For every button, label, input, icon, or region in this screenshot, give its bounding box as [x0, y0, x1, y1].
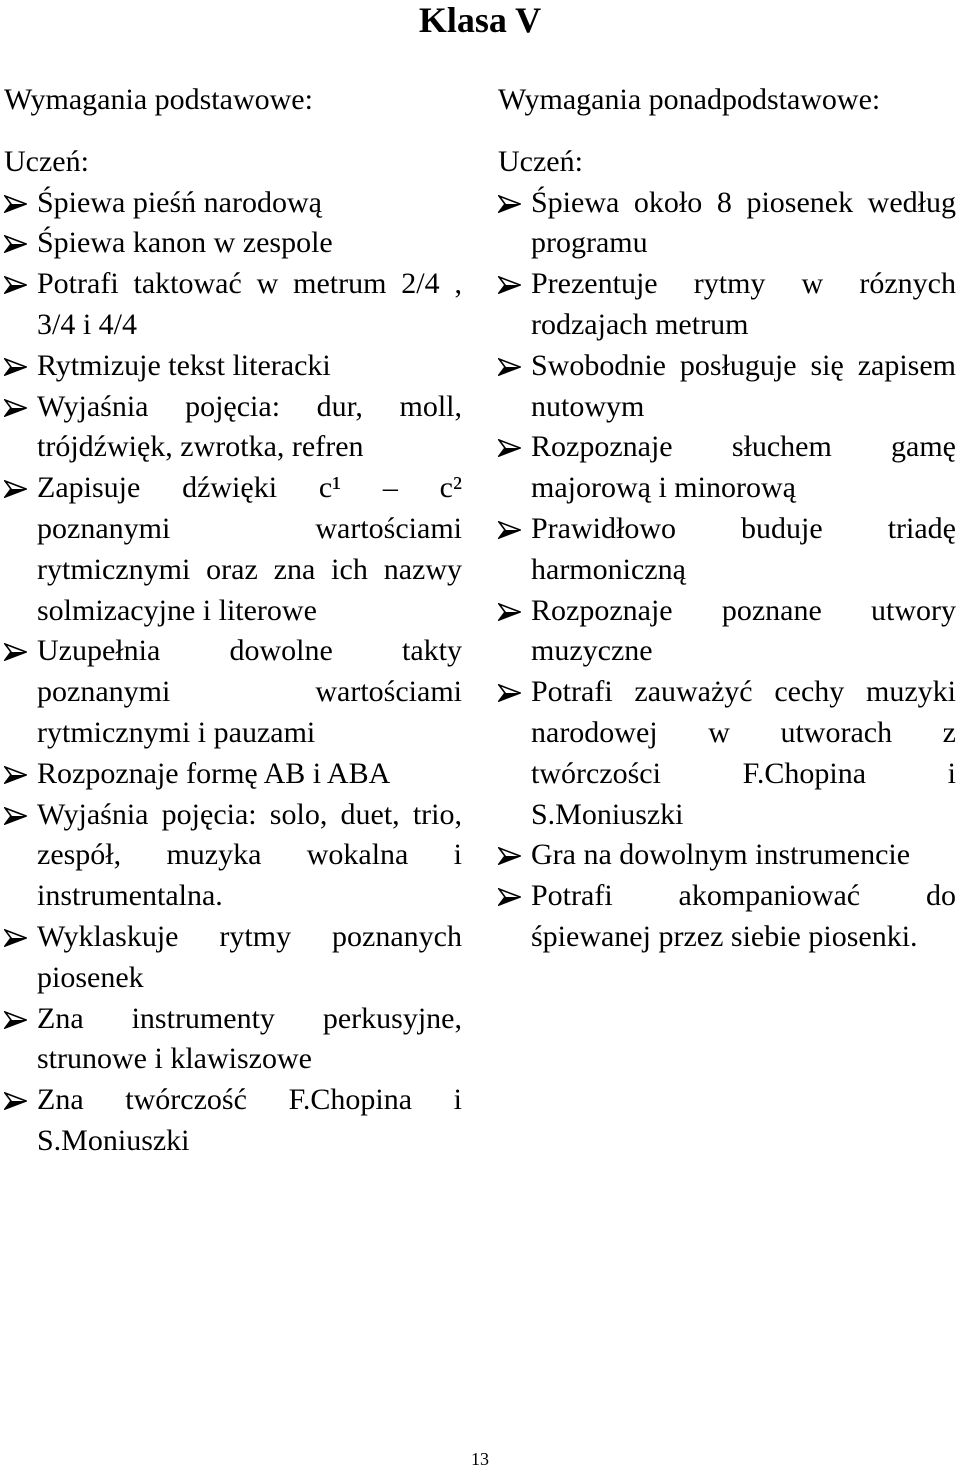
- requirement-item: [498, 591, 956, 673]
- advanced-requirements-list: [498, 183, 956, 958]
- requirement-item: [498, 264, 956, 346]
- requirement-text: Potrafi akompaniować do śpiewanej przez siebie piosenki.: [531, 879, 956, 953]
- arrowhead-bullet-icon: [4, 399, 27, 417]
- requirement-item: [4, 264, 462, 346]
- arrowhead-bullet-icon: [498, 439, 521, 457]
- requirement-text: Swobodnie posługuje się zapisem nutowym: [531, 348, 956, 423]
- arrowhead-bullet-icon: [498, 888, 521, 906]
- requirement-item: [4, 754, 462, 795]
- arrowhead-bullet-icon: [4, 358, 27, 376]
- requirement-text: Śpiewa pieśń narodową: [37, 185, 322, 219]
- requirement-text: Prezentuje rytmy w róznych rodzajach metrum: [531, 267, 956, 341]
- requirement-text: Potrafi taktować w metrum 2/4 , 3/4 i 4/4: [37, 267, 462, 341]
- requirement-text: Zna twórczość F.Chopina i S.Moniuszki: [37, 1083, 462, 1157]
- requirement-item: [4, 387, 462, 469]
- arrowhead-bullet-icon: [498, 276, 521, 294]
- requirement-text: Zna instrumenty perkusyjne, strunowe i klawiszowe: [37, 1001, 462, 1076]
- requirement-item: [4, 1080, 462, 1162]
- advanced-requirements-heading: Wymagania ponadpodstawowe:: [498, 83, 881, 116]
- arrowhead-bullet-icon: [4, 1092, 27, 1110]
- requirement-text: Wyjaśnia pojęcia: solo, duet, trio, zespół, muzyka wokalna i instrumentalna.: [37, 797, 462, 913]
- requirement-item: [498, 509, 956, 591]
- requirement-text: Prawidłowo buduje triadę harmoniczną: [531, 511, 956, 586]
- requirement-text: Rytmizuje tekst literacki: [37, 348, 331, 382]
- requirement-text: Gra na dowolnym instrumencie: [531, 838, 911, 872]
- requirement-text: Potrafi zauważyć cechy muzyki narodowej w utworach z twórczości F.Chopina i S.Moniuszki: [531, 675, 956, 831]
- arrowhead-bullet-icon: [4, 195, 27, 213]
- requirement-item: [4, 183, 462, 224]
- advanced-requirements-column: [498, 80, 956, 958]
- requirement-text: Śpiewa kanon w zespole: [37, 226, 333, 260]
- basic-requirements-list: [4, 183, 462, 1162]
- requirement-item: [4, 468, 462, 631]
- requirement-text: Rozpoznaje formę AB i ABA: [37, 756, 391, 790]
- arrowhead-bullet-icon: [4, 807, 27, 825]
- arrowhead-bullet-icon: [498, 684, 521, 702]
- arrowhead-bullet-icon: [498, 847, 521, 865]
- requirement-text: Wyjaśnia pojęcia: dur, moll, trójdźwięk, zwrotka, refren: [37, 389, 462, 464]
- requirement-item: [498, 835, 956, 876]
- requirement-item: [498, 346, 956, 428]
- requirement-text: Uzupełnia dowolne takty poznanymi wartościami rytmicznymi i pauzami: [37, 634, 462, 749]
- requirement-text: Śpiewa około 8 piosenek według programu: [531, 185, 956, 260]
- basic-requirements-column: [4, 80, 462, 1162]
- requirement-item: [498, 183, 956, 265]
- requirement-text: Rozpoznaje słuchem gamę majorową i minorową: [531, 430, 956, 505]
- requirement-item: [4, 999, 462, 1081]
- arrowhead-bullet-icon: [4, 480, 27, 498]
- basic-requirements-subject: Uczeń:: [4, 144, 89, 178]
- requirement-item: [4, 223, 462, 264]
- requirement-item: [4, 346, 462, 387]
- arrowhead-bullet-icon: [498, 195, 521, 213]
- arrowhead-bullet-icon: [498, 603, 521, 621]
- requirement-text: Wyklaskuje rytmy poznanych piosenek: [37, 919, 462, 994]
- requirement-item: [4, 795, 462, 917]
- page-title: Klasa V: [418, 0, 542, 40]
- arrowhead-bullet-icon: [4, 1011, 27, 1029]
- requirement-text: Zapisuje dźwięki c¹ – c² poznanymi wartościami rytmicznymi oraz zna ich nazwy solmizacyjne i literowe: [37, 471, 462, 627]
- arrowhead-bullet-icon: [498, 521, 521, 539]
- arrowhead-bullet-icon: [498, 358, 521, 376]
- requirement-item: [498, 672, 956, 835]
- requirement-item: [498, 427, 956, 509]
- requirement-item: [498, 876, 956, 958]
- arrowhead-bullet-icon: [4, 929, 27, 947]
- requirement-text: Rozpoznaje poznane utwory muzyczne: [531, 593, 956, 668]
- requirement-item: [4, 917, 462, 999]
- arrowhead-bullet-icon: [4, 235, 27, 253]
- arrowhead-bullet-icon: [4, 766, 27, 784]
- advanced-requirements-subject: Uczeń:: [498, 144, 583, 178]
- arrowhead-bullet-icon: [4, 276, 27, 294]
- arrowhead-bullet-icon: [4, 643, 27, 661]
- page-number: 13: [471, 1449, 489, 1469]
- basic-requirements-heading: Wymagania podstawowe:: [4, 83, 313, 116]
- requirement-item: [4, 631, 462, 753]
